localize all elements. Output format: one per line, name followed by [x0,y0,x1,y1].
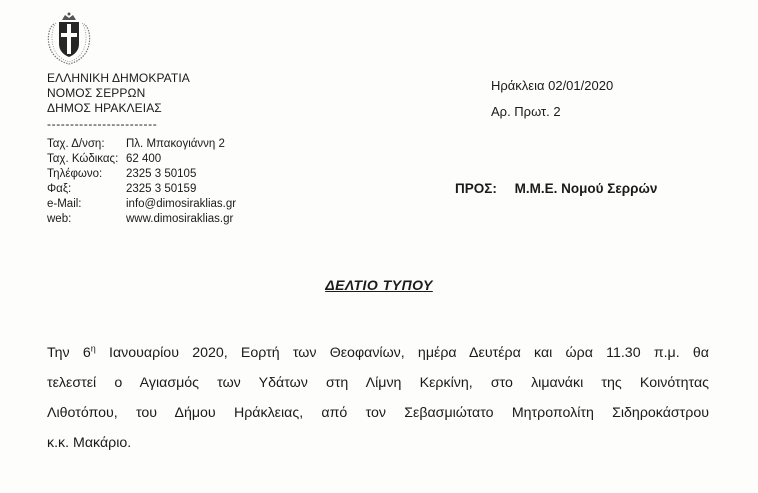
contact-value: 62 400 [126,153,162,165]
recipient-label: ΠΡΟΣ: [455,181,497,196]
ordinal-superscript: η [90,343,96,354]
greek-coat-of-arms-icon [44,10,94,66]
contact-value: Πλ. Μπακογιάννη 2 [126,138,225,150]
contact-row-phone [47,167,236,182]
contact-label: Ταχ. Κώδικας: [47,153,119,165]
document-title: ΔΕΛΤΙΟ ΤΥΠΟΥ [325,277,433,293]
body-line-1-start: Την 6 [47,345,91,361]
body-line-1-rest: Ιανουαρίου 2020, Εορτή των Θεοφανίων, ημέρα Δευτέρα και ώρα 11.30 π.μ. θα [95,345,709,361]
contact-row-postcode [47,152,236,167]
country-name: ΕΛΛΗΝΙΚΗ ΔΗΜΟΚΡΑΤΙΑ [47,71,190,85]
prefecture-name: ΝΟΜΟΣ ΣΕΡΡΩΝ [47,86,146,100]
contact-row-email [47,197,236,212]
contact-label: web: [47,213,72,225]
contact-label: Ταχ. Δ/νση: [47,138,105,150]
city-date: Ηράκλεια 02/01/2020 [491,78,614,93]
contact-value: www.dimosiraklias.gr [126,213,234,225]
municipality-name: ΔΗΜΟΣ ΗΡΑΚΛΕΙΑΣ [47,101,162,115]
contact-label: e-Mail: [47,198,82,210]
recipient-line [455,181,657,196]
body-line-1 [47,338,709,368]
contact-label: Φαξ: [47,183,72,195]
contact-row-web [47,212,236,227]
body-line-2: τελεστεί ο Αγιασμός των Υδάτων στη Λίμνη Κερκίνη, στο λιμανάκι της Κοινότητας [47,375,709,391]
contact-row-fax [47,182,236,197]
contact-value: info@dimosiraklias.gr [126,198,237,210]
body-line-3: Λιθοτόπου, του Δήμου Ηράκλειας, από τον Σεβασμιώτατο Μητροπολίτη Σιδηροκάστρου [47,405,709,421]
body-line-4: κ.κ. Μακάριο. [47,435,132,451]
contact-value: 2325 3 50105 [126,168,197,180]
recipient-value: Μ.Μ.Ε. Νομού Σερρών [514,181,658,196]
contact-value: 2325 3 50159 [126,183,197,195]
contact-label: Τηλέφωνο: [47,168,103,180]
body-text [47,338,709,458]
header-divider: ------------------------ [47,117,158,131]
protocol-number: Αρ. Πρωτ. 2 [491,104,561,119]
contact-row-address [47,137,236,152]
contact-block [47,137,236,227]
